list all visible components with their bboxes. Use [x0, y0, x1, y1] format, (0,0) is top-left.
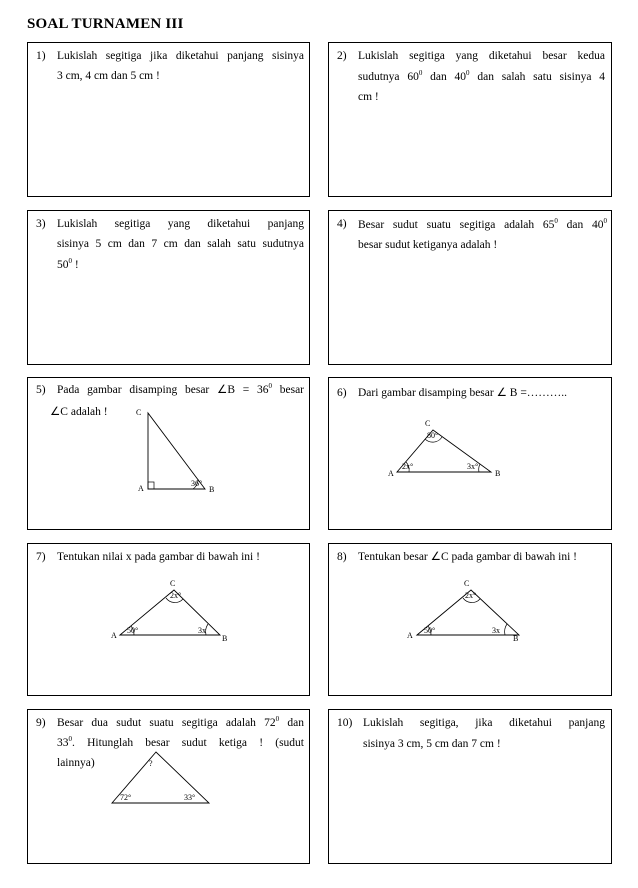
question-box-7 [27, 543, 310, 696]
angle-label-b: 3x° [467, 462, 479, 471]
question-text-line: besar sudut ketiganya adalah ! [358, 239, 498, 251]
question-box-10 [328, 709, 612, 864]
vertex-label-a: A [138, 484, 144, 493]
vertex-label-b: B [209, 485, 215, 494]
question-text-line: Tentukan nilai x pada gambar di bawah ini ! [57, 551, 260, 563]
question-text-line: sisinya 5 cm dan 7 cm dan salah satu sudutnya [57, 238, 304, 250]
question-box-8 [328, 543, 612, 696]
question-number: 2) [337, 50, 347, 62]
question-box-1 [27, 42, 310, 197]
triangle-figure [28, 710, 311, 865]
angle-label-a: 2x° [402, 462, 414, 471]
question-text-line: Lukislah segitiga, jika diketahui panjang [363, 717, 605, 729]
angle-label-c: 2x° [465, 591, 477, 600]
right-triangle-figure [28, 378, 311, 531]
vertex-label-c: C [136, 408, 142, 417]
question-text-line: Lukislah segitiga yang diketahui besar kedua [358, 50, 605, 62]
question-number: 6) [337, 387, 347, 399]
page-title: SOAL TURNAMEN III [27, 16, 184, 32]
angle-label-c: 2x° [170, 591, 182, 600]
question-number: 8) [337, 551, 347, 563]
triangle-figure [329, 544, 613, 697]
question-text-line: Pada gambar disamping besar ∠B = $36^0$ besar [57, 382, 304, 396]
question-text-line: Besar dua sudut suatu segitiga adalah $72^0$ dan [57, 715, 304, 729]
question-number: 9) [36, 717, 46, 729]
question-text-line: Lukislah segitiga yang diketahui panjang [57, 218, 304, 230]
question-text-line: sudutnya $60^0$ dan $40^0$ dan salah satu sisinya 4 [358, 69, 606, 83]
angle-label-right: 33° [184, 793, 196, 802]
question-text-line: cm ! [358, 91, 379, 103]
question-text-line: $33^0$. Hitunglah besar sudut ketiga ! (sudut [57, 735, 304, 749]
angle-label-top: ? [149, 759, 153, 768]
question-number: 10) [337, 717, 353, 729]
question-number: 7) [36, 551, 46, 563]
vertex-label-c: C [464, 579, 470, 588]
question-box-3 [27, 210, 310, 365]
vertex-label-c: C [425, 419, 431, 428]
angle-label-a: 50° [424, 626, 436, 635]
vertex-label-a: A [388, 469, 394, 478]
question-number: 1) [36, 50, 46, 62]
vertex-label-b: B [495, 469, 501, 478]
question-text-line: 3 cm, 4 cm dan 5 cm ! [57, 70, 160, 82]
angle-label-left: 72° [120, 793, 132, 802]
question-text-line: Besar sudut suatu segitiga adalah $65^0$ dan $40^0$ [358, 217, 608, 231]
question-text-line: Tentukan besar ∠C pada gambar di bawah ini ! [358, 551, 577, 563]
angle-label-b: 3x [492, 626, 500, 635]
question-box-5 [27, 377, 310, 530]
vertex-label-c: C [170, 579, 176, 588]
question-box-6 [328, 377, 612, 530]
angle-label: 36° [191, 479, 203, 488]
question-box-2 [328, 42, 612, 197]
question-number: 5) [36, 384, 46, 396]
vertex-label-a: A [407, 631, 413, 640]
question-text-line: Dari gambar disamping besar ∠ B =……….. [358, 387, 568, 399]
question-number: 3) [36, 218, 46, 230]
question-text-line: Lukislah segitiga jika diketahui panjang sisinya [57, 50, 304, 62]
question-text-line: sisinya 3 cm, 5 cm dan 7 cm ! [363, 738, 501, 750]
triangle-figure [28, 544, 311, 697]
vertex-label-b: B [513, 634, 519, 643]
question-box-4 [328, 210, 612, 365]
angle-label-b: 3x [198, 626, 206, 635]
triangle-figure [329, 378, 613, 531]
question-number: 4) [337, 218, 347, 230]
question-text-line: $50^0$ ! [57, 257, 79, 271]
question-text-line: lainnya) [57, 757, 95, 769]
vertex-label-b: B [222, 634, 228, 643]
angle-label-a: 50° [127, 626, 139, 635]
angle-label-c: 80° [427, 431, 439, 440]
question-text-line: ∠C adalah ! [50, 406, 108, 418]
question-box-9 [27, 709, 310, 864]
vertex-label-a: A [111, 631, 117, 640]
